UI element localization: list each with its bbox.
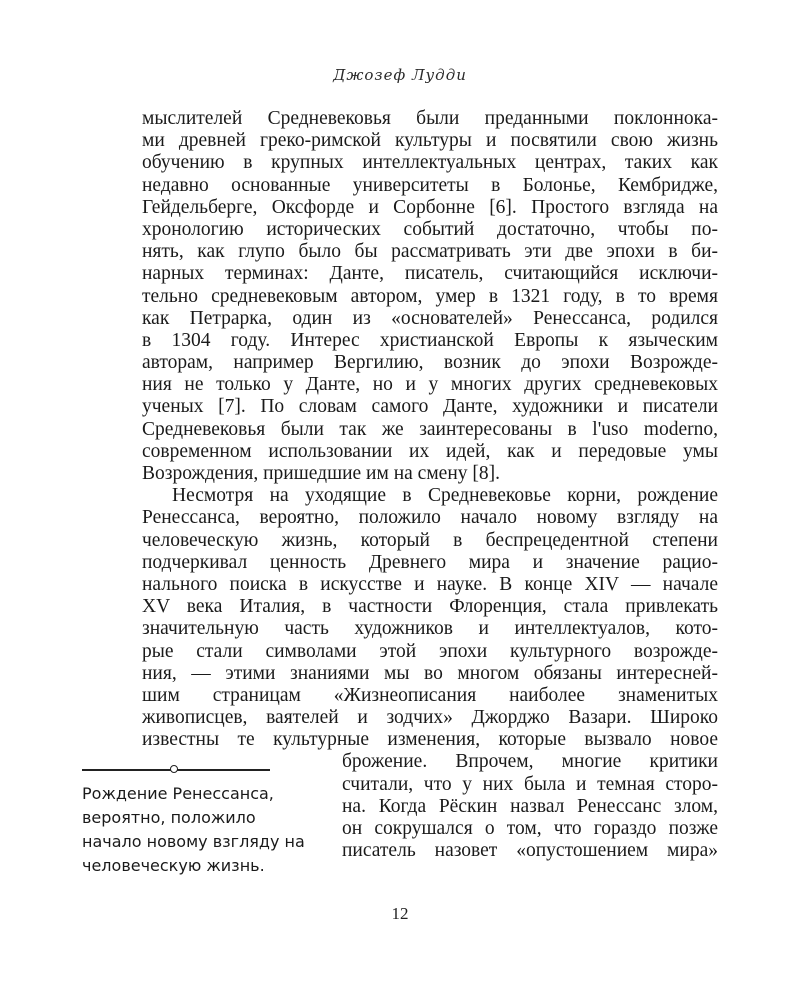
body-line: Средневековья были так же заинтересованы в l'uso moderno, [142,418,718,440]
body-line: в 1304 году. Интерес христианской Европы к языческим [142,329,718,351]
body-line: на. Когда Рёскин назвал Ренессанс злом, [342,795,718,817]
body-line: живописцев, ваятелей и зодчих» Джорджо Вазари. Широко [142,707,718,729]
body-line: хронологию исторических событий достаточно, чтобы по- [142,218,718,240]
body-line: нального поиска в искусстве и науке. В конце XIV — начале [142,573,718,595]
pull-quote-line: начало новому взгляду на [82,832,305,851]
body-text [142,108,718,862]
body-line: ми древней греко-римской культуры и посвятили свою жизнь [142,130,718,152]
body-line: он сокрушался о том, что гораздо позже [342,818,718,839]
body-line: значительную часть художников и интеллектуалов, кото- [142,618,718,640]
body-line: брожение. Впрочем, многие критики [342,751,718,773]
body-line: Возрождения, пришедшие им на смену [8]. [142,463,500,484]
body-line: Гейдельберге, Оксфорде и Сорбонне [6]. Простого взгляда на [142,196,718,218]
body-line: авторам, например Вергилию, возник до эпохи Возрожде- [142,352,718,374]
pull-quote-line: человеческую жизнь. [82,856,265,875]
running-head: Джозеф Лудди [333,66,467,84]
body-line: мыслителей Средневековья были преданными поклоннока- [142,108,718,129]
divider-circle-icon [170,765,178,773]
body-line: Несмотря на уходящие в Средневековье корни, рождение [172,485,718,507]
body-line: считали, что у них была и темная сторо- [342,773,718,795]
pull-quote-line: вероятно, положило [82,808,256,827]
body-line: ния, — этими знаниями мы во многом обязаны интересней- [142,662,718,684]
pull-quote-text [82,782,305,878]
body-line: ученых [7]. По словам самого Данте, художники и писатели [142,396,718,418]
body-line: ния не только у Данте, но и у многих других средневековых [142,374,718,396]
body-line: современном использовании их идей, как и передовые умы [142,440,718,462]
body-line: человеческую жизнь, который в беспрецедентной степени [142,529,718,551]
ornament-divider [82,764,270,776]
pull-quote-line: Рождение Ренессанса, [82,784,274,803]
body-line: известны те культурные изменения, которые вызвало новое [142,729,718,751]
page-number: 12 [391,904,409,923]
body-line: нять, как глупо было бы рассматривать эти две эпохи в би- [142,241,718,263]
body-line: тельно средневековым автором, умер в 1321 году, в то время [142,285,718,307]
body-line: рые стали символами этой эпохи культурного возрожде- [142,640,718,662]
body-line: писатель назовет «опустошением мира» [342,840,718,862]
body-line: XV века Италия, в частности Флоренция, стала привлекать [142,596,718,618]
body-line: как Петрарка, один из «основателей» Ренессанса, родился [142,307,718,329]
body-line: обучению в крупных интеллектуальных центрах, таких как [142,152,718,174]
body-line: Ренессанса, вероятно, положило начало новому взгляду на [142,507,718,529]
body-line: шим страницам «Жизнеописания наиболее знаменитых [142,684,718,706]
pull-quote [82,764,305,878]
body-line: подчеркивал ценность Древнего мира и значение рацио- [142,551,718,573]
body-line: нарных терминах: Данте, писатель, считающийся исключи- [142,263,718,285]
body-line: недавно основанные университеты в Болонье, Кембридже, [142,174,718,196]
